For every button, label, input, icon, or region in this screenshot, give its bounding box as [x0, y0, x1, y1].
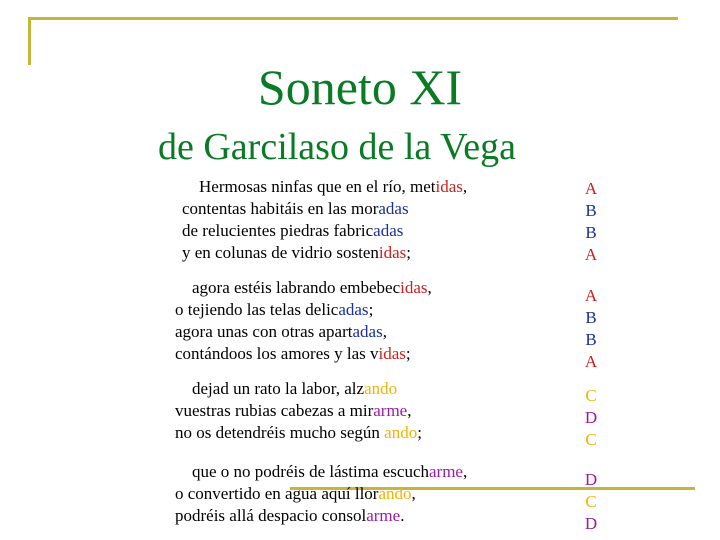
- verse-line: [175, 505, 467, 527]
- rhyme-ending: arme: [366, 506, 401, 525]
- rhyme-letter: B: [585, 201, 597, 220]
- verse-line: [182, 198, 467, 220]
- rhyme-ending: idas: [378, 344, 406, 363]
- verse-text: ,: [411, 484, 416, 503]
- rhyme-letter: A: [584, 352, 598, 371]
- verse-text: ,: [427, 278, 432, 297]
- rhyme-scheme-4: [581, 469, 601, 535]
- rhyme-letter: C: [585, 386, 597, 405]
- verse-text: ;: [417, 423, 422, 442]
- verse-text: ,: [407, 401, 412, 420]
- rhyme-letter: C: [585, 430, 597, 449]
- rhyme-letter: C: [585, 492, 597, 511]
- verse-line: [175, 299, 432, 321]
- verse-text: ;: [406, 243, 412, 262]
- rhyme-letter: A: [584, 286, 598, 305]
- verse-text: dejad un rato la labor, alz: [175, 379, 365, 398]
- stanza-2: [175, 277, 432, 365]
- rhyme-letter: A: [584, 245, 598, 264]
- rhyme-ending: adas: [352, 322, 383, 341]
- verse-line: [175, 343, 432, 365]
- rhyme-letter: B: [585, 308, 597, 327]
- rhyme-letter: A: [584, 179, 598, 198]
- rhyme-ending: adas: [338, 300, 369, 319]
- verse-line: [175, 461, 467, 483]
- verse-text: ,: [462, 462, 468, 481]
- rhyme-ending: ando: [364, 379, 398, 398]
- verse-text: Hermosas ninfas que en el río, met: [182, 177, 436, 196]
- verse-line: [182, 242, 467, 264]
- rhyme-ending: adas: [378, 199, 409, 218]
- verse-text: ;: [368, 300, 374, 319]
- verse-text: que o no podréis de lástima escuch: [175, 462, 429, 481]
- verse-text: no os detendréis mucho según: [175, 423, 385, 442]
- verse-text: y en colunas de vidrio sosten: [182, 243, 379, 262]
- verse-line: [175, 483, 467, 505]
- stanza-1: [182, 176, 467, 264]
- rhyme-scheme-3: [581, 385, 601, 451]
- verse-text: o convertido en agua aquí llor: [175, 484, 379, 503]
- verse-line: [182, 220, 467, 242]
- verse-text: ,: [382, 322, 387, 341]
- rhyme-letter: D: [584, 470, 598, 489]
- rhyme-ending: ando: [378, 484, 412, 503]
- verse-text: o tejiendo las telas delic: [175, 300, 339, 319]
- verse-line: [175, 378, 422, 400]
- verse-text: vuestras rubias cabezas a mir: [175, 401, 374, 420]
- verse-text: de relucientes piedras fabric: [182, 221, 374, 240]
- verse-text: podréis allá despacio consol: [175, 506, 367, 525]
- verse-text: ;: [405, 344, 411, 363]
- verse-line: [175, 400, 422, 422]
- rhyme-ending: arme: [373, 401, 408, 420]
- frame-top-rule: [28, 17, 678, 20]
- verse-line: [175, 422, 422, 444]
- rhyme-scheme-1: [581, 178, 601, 266]
- stanza-4: [175, 461, 467, 527]
- rhyme-ending: ando: [384, 423, 418, 442]
- rhyme-letter: B: [585, 330, 597, 349]
- verse-text: .: [400, 506, 405, 525]
- verse-text: contándoos los amores y las v: [175, 344, 379, 363]
- rhyme-ending: adas: [373, 221, 404, 240]
- slide-subtitle: de Garcilaso de la Vega: [158, 126, 517, 168]
- rhyme-letter: D: [584, 408, 598, 427]
- verse-text: ,: [462, 177, 468, 196]
- slide-title: Soneto XI: [257, 59, 463, 115]
- rhyme-ending: idas: [400, 278, 428, 297]
- verse-line: [175, 277, 432, 299]
- rhyme-letter: B: [585, 223, 597, 242]
- stanza-3: [175, 378, 422, 444]
- verse-text: agora estéis labrando embebec: [175, 278, 401, 297]
- rhyme-ending: idas: [435, 177, 463, 196]
- verse-line: [175, 321, 432, 343]
- rhyme-letter: D: [584, 514, 598, 533]
- rhyme-ending: idas: [378, 243, 407, 262]
- verse-text: contentas habitáis en las mor: [182, 199, 379, 218]
- rhyme-ending: arme: [429, 462, 463, 481]
- rhyme-scheme-2: [581, 285, 601, 373]
- verse-line: [182, 176, 467, 198]
- verse-text: agora unas con otras apart: [175, 322, 353, 341]
